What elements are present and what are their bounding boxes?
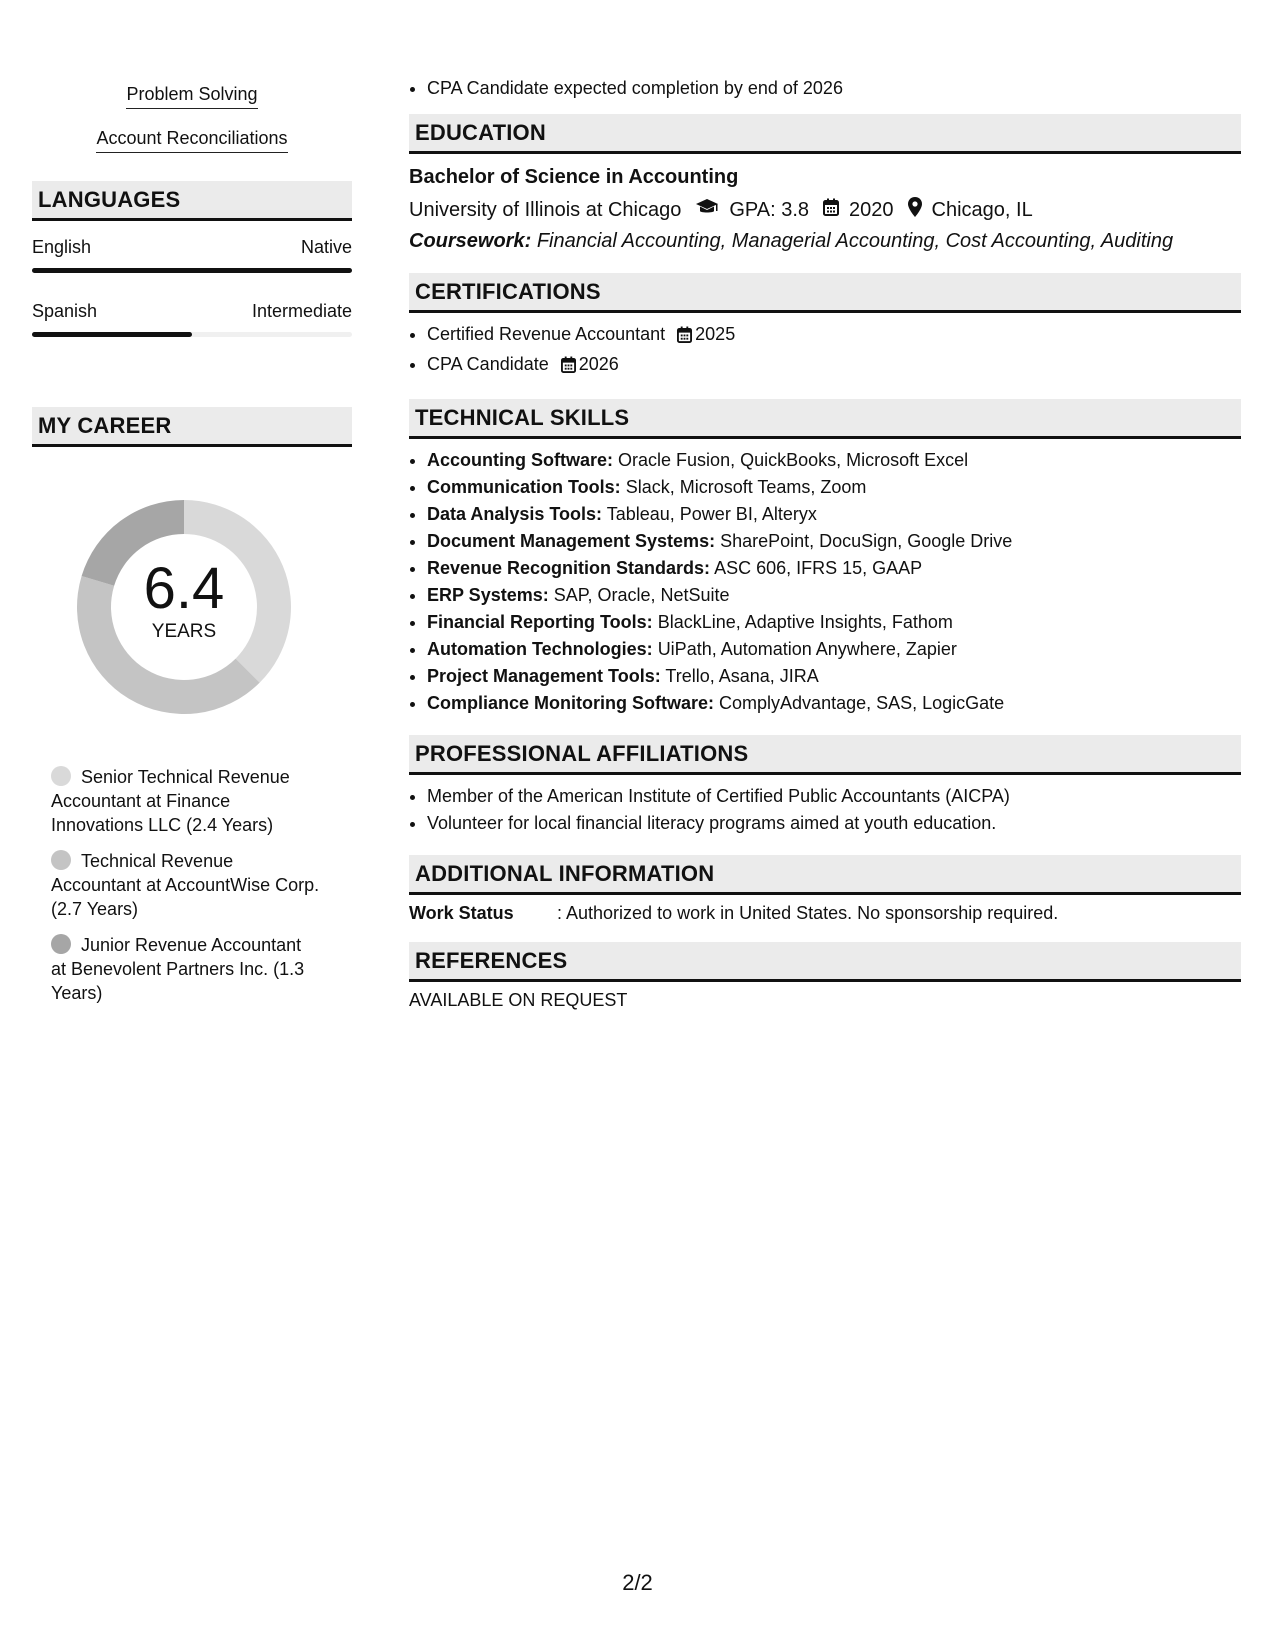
certifications-section (409, 273, 1241, 381)
certification-name: CPA Candidate (427, 354, 549, 374)
career-item-label: Senior Technical Revenue Accountant at Finance Innovations LLC (2.4 Years) (51, 767, 290, 835)
coursework-label: Coursework: (409, 230, 532, 252)
previous-section-tail (409, 78, 1241, 98)
technical-skill-value: Slack, Microsoft Teams, Zoom (625, 477, 867, 497)
degree: Bachelor of Science in Accounting (409, 166, 739, 188)
calendar-icon (823, 198, 839, 222)
technical-skill-value: SAP, Oracle, NetSuite (553, 585, 730, 605)
language-level-bar (32, 268, 352, 273)
technical-skill-value: ComplyAdvantage, SAS, LogicGate (719, 693, 1005, 713)
technical-skill-label: Automation Technologies: (427, 639, 653, 659)
coursework (409, 230, 1241, 253)
language-level: Native (300, 237, 352, 257)
list-item: • CPA Candidate expected completion by end of 2026 (427, 78, 1241, 98)
career-list (32, 765, 352, 1005)
language-spanish (32, 301, 352, 337)
technical-skill-item (427, 501, 1241, 528)
technical-skill-label: ERP Systems: (427, 585, 549, 605)
language-level: Intermediate (251, 301, 352, 321)
language-english (32, 237, 352, 273)
technical-skill-label: Compliance Monitoring Software: (427, 693, 715, 713)
location-pin-icon (908, 197, 922, 223)
technical-skill-item (427, 690, 1241, 717)
certifications-list (409, 321, 1241, 381)
technical-skills-section (409, 399, 1241, 717)
technical-skills-list (409, 447, 1241, 717)
skill-account-reconciliations: Account Reconciliations (96, 128, 287, 153)
career-item (51, 849, 321, 921)
certification-year: 2025 (695, 324, 736, 344)
technical-skill-item (427, 474, 1241, 501)
right-column (409, 78, 1241, 1011)
language-level-fill (32, 332, 192, 337)
additional-info-section (409, 855, 1241, 924)
technical-skill-label: Financial Reporting Tools: (427, 612, 653, 632)
language-level-bar (32, 332, 352, 337)
technical-skill-item (427, 447, 1241, 474)
technical-skill-label: Data Analysis Tools: (427, 504, 603, 524)
technical-skill-label: Project Management Tools: (427, 666, 661, 686)
technical-skill-label: Revenue Recognition Standards: (427, 558, 711, 578)
affiliation-item: • Member of the American Institute of Certified Public Accountants (AICPA) (427, 783, 1241, 810)
career-item (51, 765, 321, 837)
certifications-heading: CERTIFICATIONS (409, 273, 1241, 313)
affiliations-section (409, 735, 1241, 837)
coursework-value: Financial Accounting, Managerial Accounting, Cost Accounting, Auditing (536, 230, 1174, 252)
affiliations-list (409, 783, 1241, 837)
technical-skill-item (427, 582, 1241, 609)
technical-skill-item (427, 636, 1241, 663)
career-heading: MY CAREER (32, 407, 352, 447)
certification-item (427, 351, 1241, 381)
technical-skill-value: SharePoint, DocuSign, Google Drive (720, 531, 1013, 551)
technical-skill-label: Document Management Systems: (427, 531, 716, 551)
affiliation-item: • Volunteer for local financial literacy programs aimed at youth education. (427, 810, 1241, 837)
technical-skills-heading: TECHNICAL SKILLS (409, 399, 1241, 439)
references-text: AVAILABLE ON REQUEST (409, 990, 628, 1010)
technical-skill-value: Oracle Fusion, QuickBooks, Microsoft Excel (618, 450, 969, 470)
location: Chicago, IL (931, 198, 1033, 221)
work-status-label: Work Status (409, 903, 514, 923)
education-section (409, 114, 1241, 253)
education-details (409, 197, 1241, 223)
career-total-years: 6.4 (143, 556, 225, 621)
technical-skill-item (427, 528, 1241, 555)
school-name: University of Illinois at Chicago (409, 198, 682, 221)
technical-skill-value: UiPath, Automation Anywhere, Zapier (657, 639, 957, 659)
career-item-label: Junior Revenue Accountant at Benevolent Partners Inc. (1.3 Years) (51, 935, 305, 1003)
technical-skill-value: ASC 606, IFRS 15, GAAP (714, 558, 923, 578)
affiliations-heading: PROFESSIONAL AFFILIATIONS (409, 735, 1241, 775)
work-status-value: : Authorized to work in United States. No sponsorship required. (557, 903, 1059, 923)
graduation-cap-icon (695, 198, 719, 222)
certification-name: Certified Revenue Accountant (427, 324, 666, 344)
skill-problem-solving: Problem Solving (126, 84, 257, 109)
page-number: 2/2 (622, 1570, 653, 1595)
technical-skill-label: Communication Tools: (427, 477, 621, 497)
calendar-icon (677, 324, 692, 351)
technical-skill-value: Tableau, Power BI, Alteryx (606, 504, 817, 524)
career-donut-chart (64, 487, 304, 727)
legend-dot (51, 934, 71, 954)
language-name: Spanish (32, 301, 98, 321)
work-status (409, 903, 1241, 924)
technical-skill-item (427, 555, 1241, 582)
education-heading: EDUCATION (409, 114, 1241, 154)
technical-skill-item (427, 663, 1241, 690)
technical-skill-value: BlackLine, Adaptive Insights, Fathom (657, 612, 953, 632)
career-item (51, 933, 321, 1005)
certification-item (427, 321, 1241, 351)
gpa: GPA: 3.8 (729, 198, 810, 221)
left-column (32, 84, 352, 1017)
certification-year: 2026 (578, 354, 619, 374)
legend-dot (51, 850, 71, 870)
career-item-label: Technical Revenue Accountant at AccountWise Corp. (2.7 Years) (51, 851, 320, 919)
language-level-fill (32, 268, 352, 273)
legend-dot (51, 766, 71, 786)
technical-skill-value: Trello, Asana, JIRA (665, 666, 819, 686)
additional-info-heading: ADDITIONAL INFORMATION (409, 855, 1241, 895)
technical-skill-item (427, 609, 1241, 636)
language-name: English (32, 237, 92, 257)
languages-heading: LANGUAGES (32, 181, 352, 221)
career-years-unit: YEARS (151, 621, 217, 642)
technical-skill-label: Accounting Software: (427, 450, 614, 470)
references-section (409, 942, 1241, 1011)
references-heading: REFERENCES (409, 942, 1241, 982)
graduation-year: 2020 (849, 198, 894, 221)
calendar-icon (561, 354, 576, 381)
